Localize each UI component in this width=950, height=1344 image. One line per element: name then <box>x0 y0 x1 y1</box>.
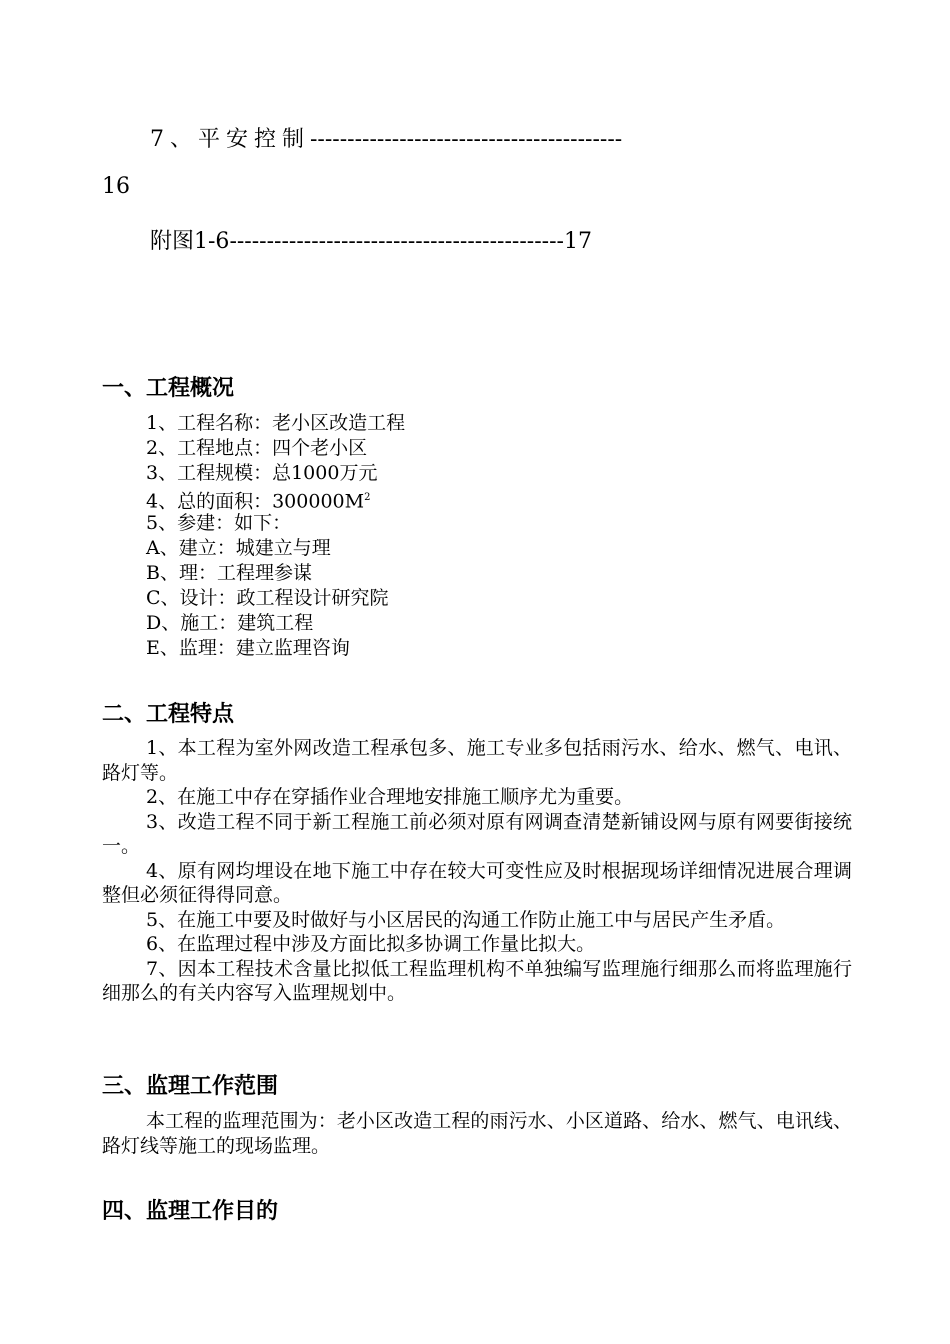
list-item-text: 4、总的面积：300000M <box>146 490 365 513</box>
toc-entry-page-number: 17 <box>563 229 592 254</box>
paragraph: 5、在施工中要及时做好与小区居民的沟通工作防止施工中与居民产生矛盾。 <box>146 908 786 931</box>
list-item: 5、参建：如下： <box>146 512 292 534</box>
list-item: E、监理：建立监理咨询 <box>146 637 350 659</box>
toc-entry-page-number: 16 <box>102 174 130 199</box>
paragraph: 4、原有网均埋设在地下施工中存在较大可变性应及时根据现场详细情况进展合理调整但必须征得得同意。 <box>102 859 852 906</box>
list-item <box>146 486 370 513</box>
section-body <box>102 736 852 1006</box>
section-heading: 一、工程概况 <box>102 376 235 401</box>
list-item: D、施工：建筑工程 <box>146 612 314 634</box>
list-item: B、理：工程理参谋 <box>146 562 312 584</box>
paragraph: 本工程的监理范围为：老小区改造工程的雨污水、小区道路、给水、燃气、电讯线、路灯线等施工的现场监理。 <box>102 1110 852 1157</box>
section-body <box>102 1109 852 1158</box>
toc-entry-label: 7、平安控制 <box>150 127 310 152</box>
section-heading: 四、监理工作目的 <box>102 1199 279 1224</box>
paragraph: 2、在施工中存在穿插作业合理地安排施工顺序尤为重要。 <box>146 786 634 808</box>
toc-entry-7 <box>150 122 622 153</box>
paragraph: 7、因本工程技术含量比拟低工程监理机构不单独编写监理施行细那么而将监理施行细那么的有关内容写入监理规划中。 <box>102 957 852 1004</box>
toc-leader: ------------------------------------------ <box>310 127 623 152</box>
toc-entry-appendix <box>150 224 592 255</box>
paragraph: 1、本工程为室外网改造工程承包多、施工专业多包括雨污水、给水、燃气、电讯、路灯等。 <box>102 737 852 784</box>
paragraph: 6、在监理过程中涉及方面比拟多协调工作量比拟大。 <box>146 933 596 955</box>
superscript: 2 <box>364 492 371 503</box>
list-item: 1、工程名称：老小区改造工程 <box>146 412 406 434</box>
list-item: A、建立：城建立与理 <box>146 537 331 559</box>
list-item: 2、工程地点：四个老小区 <box>146 437 368 459</box>
list-item: 3、工程规模：总1000万元 <box>146 462 378 484</box>
toc-entry-label: 附图1-6 <box>150 229 230 254</box>
paragraph: 3、改造工程不同于新工程施工前必须对原有网调查清楚新铺设网与原有网要街接统一。 <box>102 810 852 857</box>
section-heading: 三、监理工作范围 <box>102 1074 279 1099</box>
toc-leader: --------------------------------------------- <box>229 229 564 254</box>
list-item: C、设计：政工程设计研究院 <box>146 587 389 609</box>
section-heading: 二、工程特点 <box>102 702 235 727</box>
